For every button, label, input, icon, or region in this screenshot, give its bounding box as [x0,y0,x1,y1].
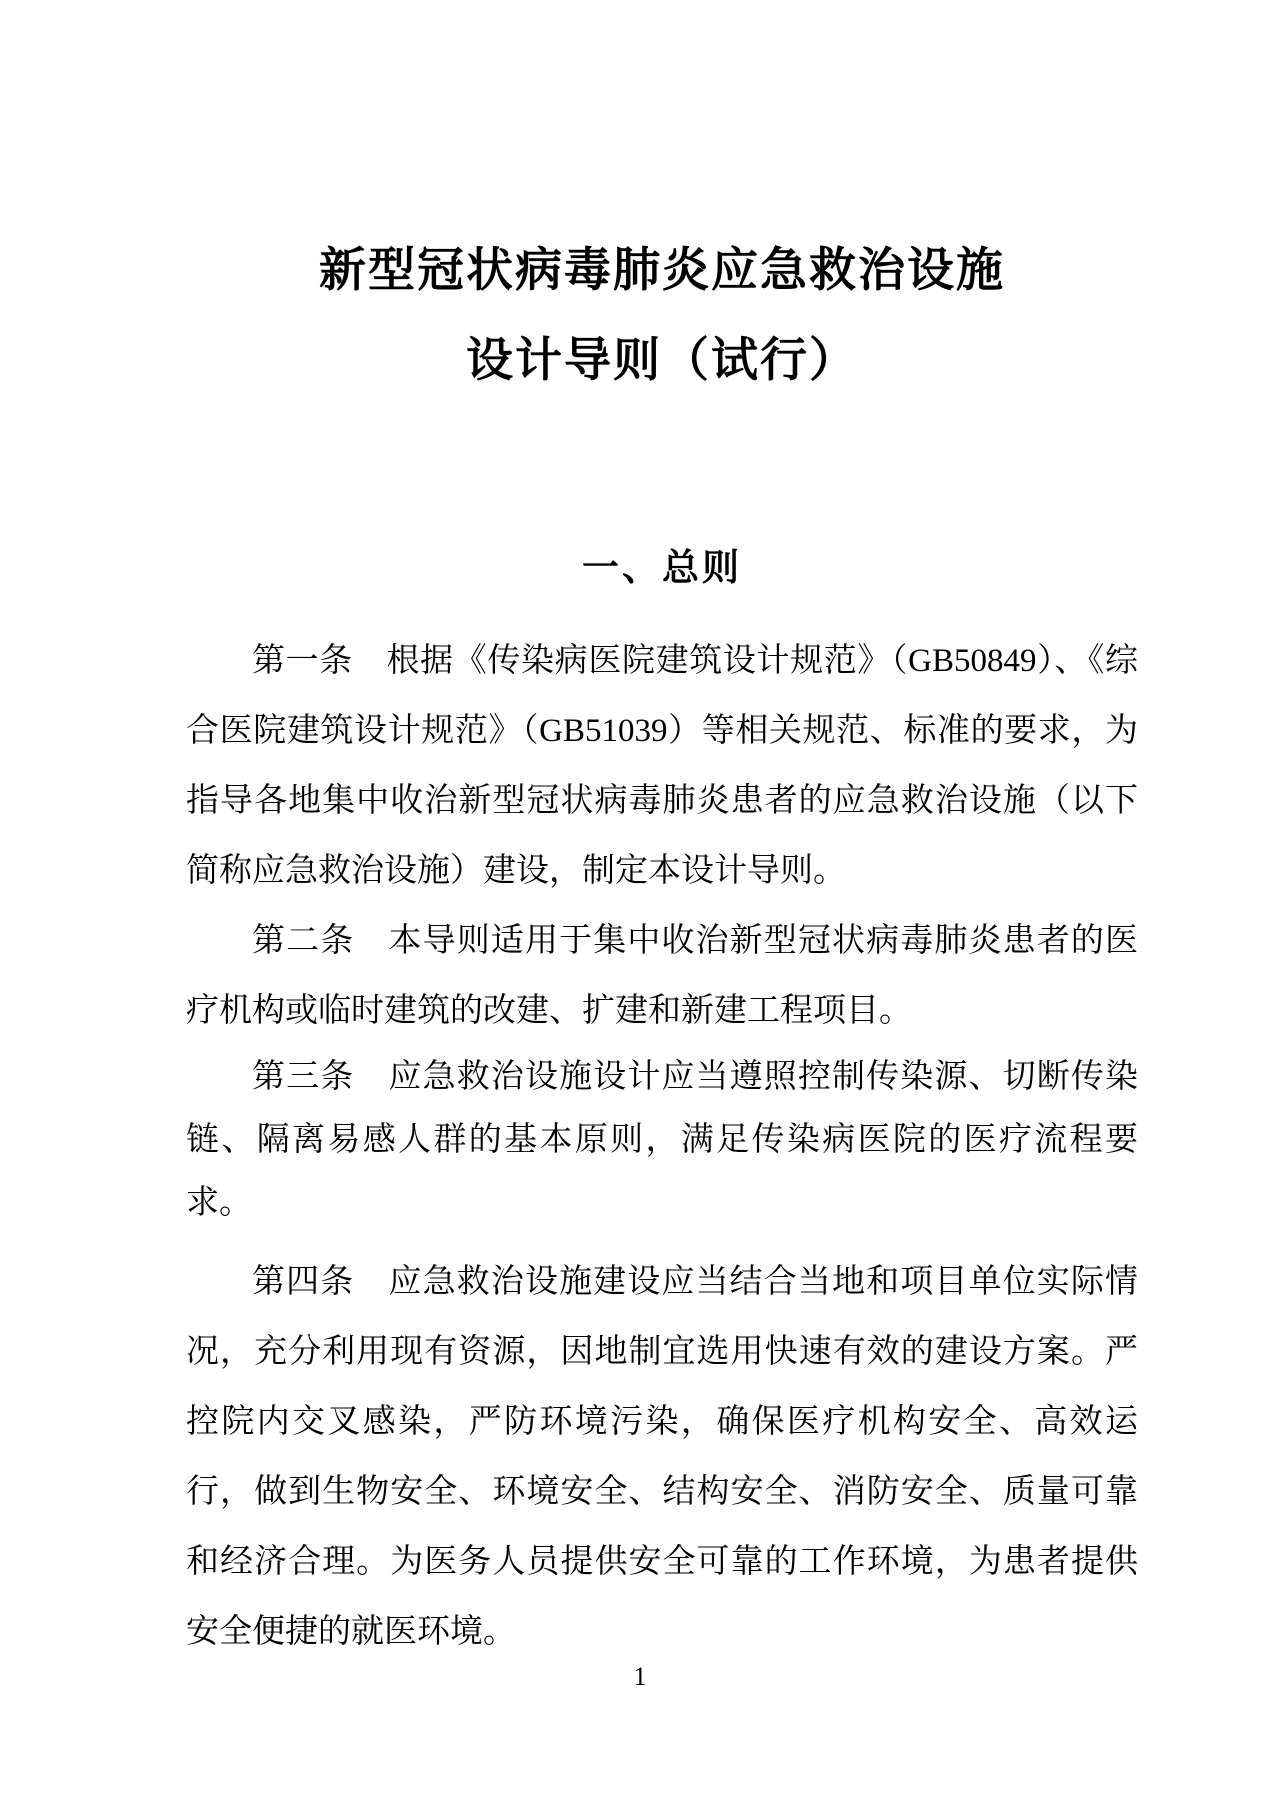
paragraph-article-3: 第三条 应急救治设施设计应当遵照控制传染源、切断传染链、隔离易感人群的基本原则，满足传染病医院的医疗流程要求。 [186,1059,1138,1221]
paragraph-article-1: 第一条 根据《传染病医院建筑设计规范》（GB50849）、《综合医院建筑设计规范》（GB51039）等相关规范、标准的要求，为指导各地集中收治新型冠状病毒肺炎患者的应急救治设施（以下简称应急救治设施）建设，制定本设计导则。 [186,643,1138,889]
document-title-line-1: 新型冠状病毒肺炎应急救治设施 [319,245,1005,297]
document-title [186,226,1138,406]
document-title-line-2: 设计导则（试行） [466,335,858,387]
page-number: 1 [633,1662,647,1691]
document-content [186,226,1138,1667]
section-heading-general-provisions: 一、总则 [582,547,742,588]
paragraph-article-2: 第二条 本导则适用于集中收治新型冠状病毒肺炎患者的医疗机构或临时建筑的改建、扩建和新建工程项目。 [186,923,1138,1029]
document-body [186,626,1138,1667]
paragraph-article-4: 第四条 应急救治设施建设应当结合当地和项目单位实际情况，充分利用现有资源，因地制宜选用快速有效的建设方案。严控院内交叉感染，严防环境污染，确保医疗机构安全、高效运行，做到生物安全、环境安全、结构安全、消防安全、质量可靠和经济合理。为医务人员提供安全可靠的工作环境，为患者提供安全便捷的就医环境。 [186,1264,1138,1650]
